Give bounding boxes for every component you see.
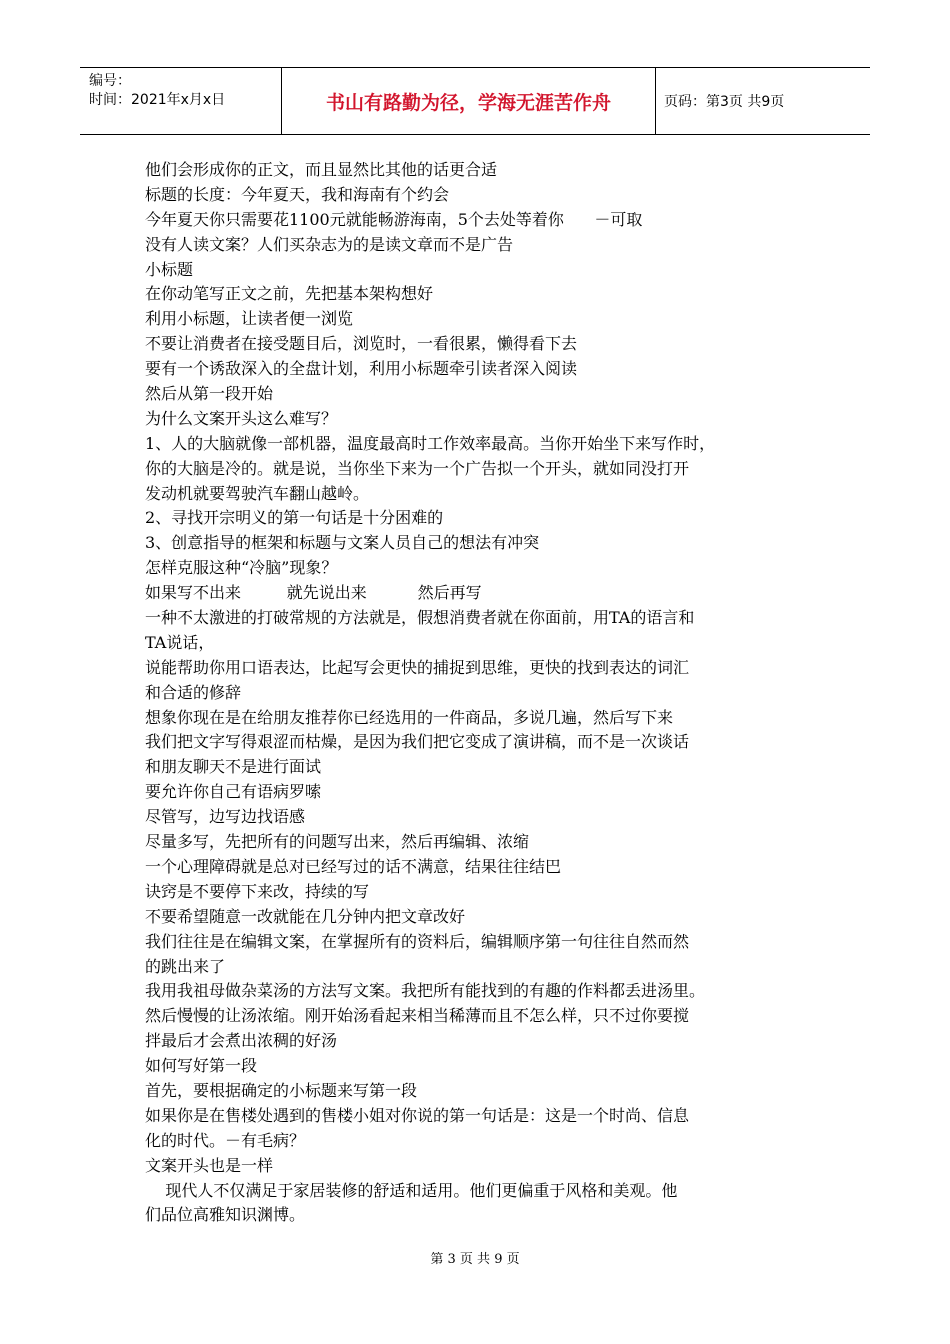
- text-line: 我们往往是在编辑文案，在掌握所有的资料后，编辑顺序第一句往往自然而然: [145, 931, 690, 951]
- text-line: 利用小标题，让读者便一浏览: [145, 309, 354, 329]
- text-line: 首先，要根据确定的小标题来写第一段: [145, 1080, 418, 1100]
- text-line: 如果你是在售楼处遇到的售楼小姐对你说的第一句话是：这是一个时尚、信息: [145, 1105, 690, 1125]
- text-line: 我用我祖母做杂菜汤的方法写文案。我把所有能找到的有趣的作料都丢进汤里。: [145, 981, 706, 1001]
- text-line: 和朋友聊天不是进行面试: [145, 757, 322, 777]
- text-line: 诀窍是不要停下来改，持续的写: [145, 881, 370, 901]
- text-line: 如果写不出来 就先说出来 然后再写: [145, 583, 482, 603]
- text-line: 你的大脑是冷的。就是说，当你坐下来为一个广告拟一个开头，就如同没打开: [145, 458, 690, 478]
- header-page-label: 页码：第3页 共9页: [664, 94, 785, 110]
- time-label: 时间：2021年x月x日: [89, 92, 226, 108]
- text-line: 3、创意指导的框架和标题与文案人员自己的想法有冲突: [145, 533, 540, 553]
- page-footer: 第 3 页 共 9 页: [430, 1252, 520, 1267]
- text-line: 我们把文字写得艰涩而枯燥，是因为我们把它变成了演讲稿，而不是一次谈话: [145, 732, 690, 752]
- text-line: 文案开头也是一样: [145, 1155, 274, 1175]
- document-body: [145, 158, 810, 1228]
- text-line: 一个心理障碍就是总对已经写过的话不满意，结果往往结巴: [145, 856, 562, 876]
- page-header: [80, 67, 870, 135]
- text-line: 拌最后才会煮出浓稠的好汤: [145, 1031, 338, 1051]
- text-line: 1、人的大脑就像一部机器，温度最高时工作效率最高。当你开始坐下来写作时，: [145, 433, 716, 453]
- number-label: 编号：: [89, 73, 131, 89]
- text-line: TA说话，: [145, 632, 215, 652]
- text-line: 为什么文案开头这么难写？: [145, 408, 338, 428]
- text-line: 怎样克服这种“冷脑”现象？: [145, 558, 338, 578]
- text-line: 小标题: [145, 259, 194, 279]
- text-line: 今年夏天你只需要花1100元就能畅游海南，5个去处等着你 －可取: [145, 209, 643, 229]
- header-motto: 书山有路勤为径，学海无涯苦作舟: [282, 68, 656, 134]
- text-line: 说能帮助你用口语表达，比起写会更快的捕捉到思维，更快的找到表达的词汇: [145, 657, 690, 677]
- text-line: 尽管写，边写边找语感: [145, 807, 306, 827]
- text-line: 和合适的修辞: [145, 682, 242, 702]
- text-line: 要允许你自己有语病罗嗦: [145, 782, 322, 802]
- text-line: 想象你现在是在给朋友推荐你已经选用的一件商品，多说几遍，然后写下来: [145, 707, 674, 727]
- text-line: 化的时代。－有毛病？: [145, 1130, 306, 1150]
- text-line: 没有人读文案？人们买杂志为的是读文章而不是广告: [145, 234, 514, 254]
- text-line: 要有一个诱敌深入的全盘计划，利用小标题牵引读者深入阅读: [145, 359, 578, 379]
- header-meta: [80, 68, 282, 134]
- text-line: 的跳出来了: [145, 956, 226, 976]
- text-line: 不要希望随意一改就能在几分钟内把文章改好: [145, 906, 466, 926]
- text-line: 现代人不仅满足于家居装修的舒适和适用。他们更偏重于风格和美观。他: [145, 1180, 678, 1200]
- text-line: 如何写好第一段: [145, 1056, 258, 1076]
- text-line: 们品位高雅知识渊博。: [145, 1205, 306, 1225]
- text-line: 标题的长度：今年夏天，我和海南有个约会: [145, 184, 450, 204]
- text-line: 发动机就要驾驶汽车翻山越岭。: [145, 483, 370, 503]
- text-line: 然后从第一段开始: [145, 384, 274, 404]
- text-line: 然后慢慢的让汤浓缩。刚开始汤看起来相当稀薄而且不怎么样，只不过你要搅: [145, 1006, 690, 1026]
- text-line: 不要让消费者在接受题目后，浏览时，一看很累，懒得看下去: [145, 334, 578, 354]
- text-line: 一种不太激进的打破常规的方法就是，假想消费者就在你面前，用TA的语言和: [145, 608, 695, 628]
- text-line: 2、寻找开宗明义的第一句话是十分困难的: [145, 508, 444, 528]
- text-line: 尽量多写，先把所有的问题写出来，然后再编辑、浓缩: [145, 832, 530, 852]
- text-line: 在你动笔写正文之前，先把基本架构想好: [145, 284, 434, 304]
- text-line: 他们会形成你的正文，而且显然比其他的话更合适: [145, 160, 498, 179]
